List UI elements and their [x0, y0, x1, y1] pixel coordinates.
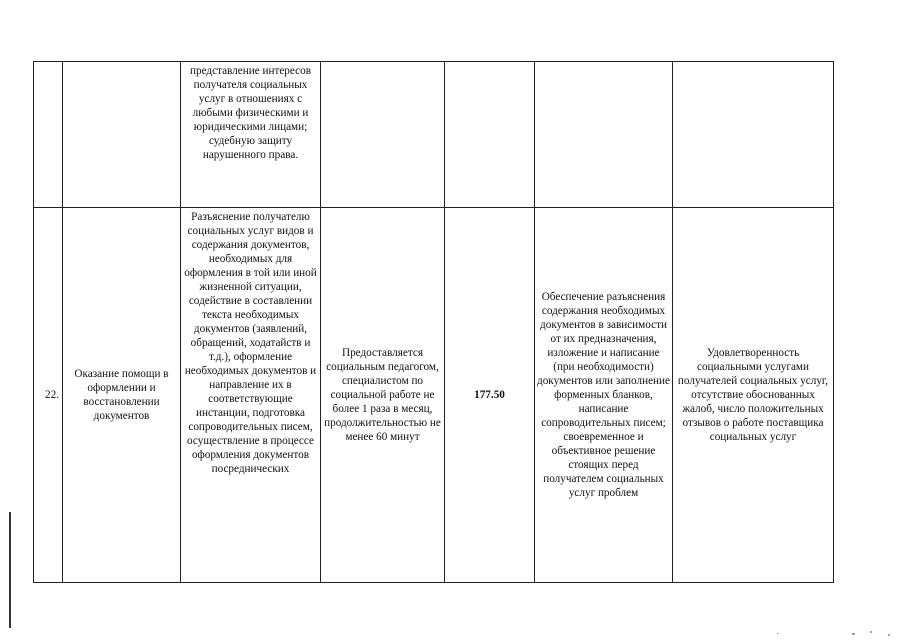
- table-row-continuation: [34, 62, 834, 208]
- scan-artifact-line: [9, 512, 11, 628]
- cell-quality-indicators: [535, 62, 673, 208]
- cell-description: представление интересов получателя социальных услуг в отношениях с любыми физическими и юридическими лицами; судебную защиту нарушенного права.: [181, 62, 321, 208]
- cell-provision-terms: [321, 62, 445, 208]
- cell-quality-indicators: Обеспечение разъяснения содержания необходимых документов в зависимости от их предназначения, изложение и написание (при необходимости) документов или заполнение форменных бланков, написание сопроводительных писем; своевременное и объективное решение стоящих перед получателем социальных услуг проблем: [535, 208, 673, 583]
- scan-speck: [777, 633, 779, 634]
- services-table: [33, 61, 834, 583]
- cell-service-name: [63, 62, 181, 208]
- scan-speck: [852, 633, 855, 635]
- cell-tariff: 177.50: [445, 208, 535, 583]
- cell-provision-terms: Предоставляется социальным педагогом, специалистом по социальной работе не более 1 раза в месяц, продолжительностью не менее 60 минут: [321, 208, 445, 583]
- cell-evaluation-criteria: [673, 62, 834, 208]
- cell-number: [34, 62, 63, 208]
- cell-tariff: [445, 62, 535, 208]
- cell-description: Разъяснение получателю социальных услуг видов и содержания документов, необходимых для оформления в той или иной жизненной ситуации, содействие в составлении текста необходимых документов (заявлений, обращений, ходатайств и т.д.), оформление необходимых документов и направление их в соответствующие инстанции, подготовка сопроводительных писем, осуществление в процессе оформления документов посреднических: [181, 208, 321, 583]
- cell-service-name: Оказание помощи в оформлении и восстановлении документов: [63, 208, 181, 583]
- cell-evaluation-criteria: Удовлетворенность социальными услугами получателей социальных услуг, отсутствие обоснованных жалоб, число положительных отзывов о работе поставщика социальных услуг: [673, 208, 834, 583]
- scan-speck: [888, 634, 890, 636]
- cell-number: 22.: [34, 208, 63, 583]
- scan-speck: [870, 631, 872, 633]
- table-row-22: [34, 208, 834, 583]
